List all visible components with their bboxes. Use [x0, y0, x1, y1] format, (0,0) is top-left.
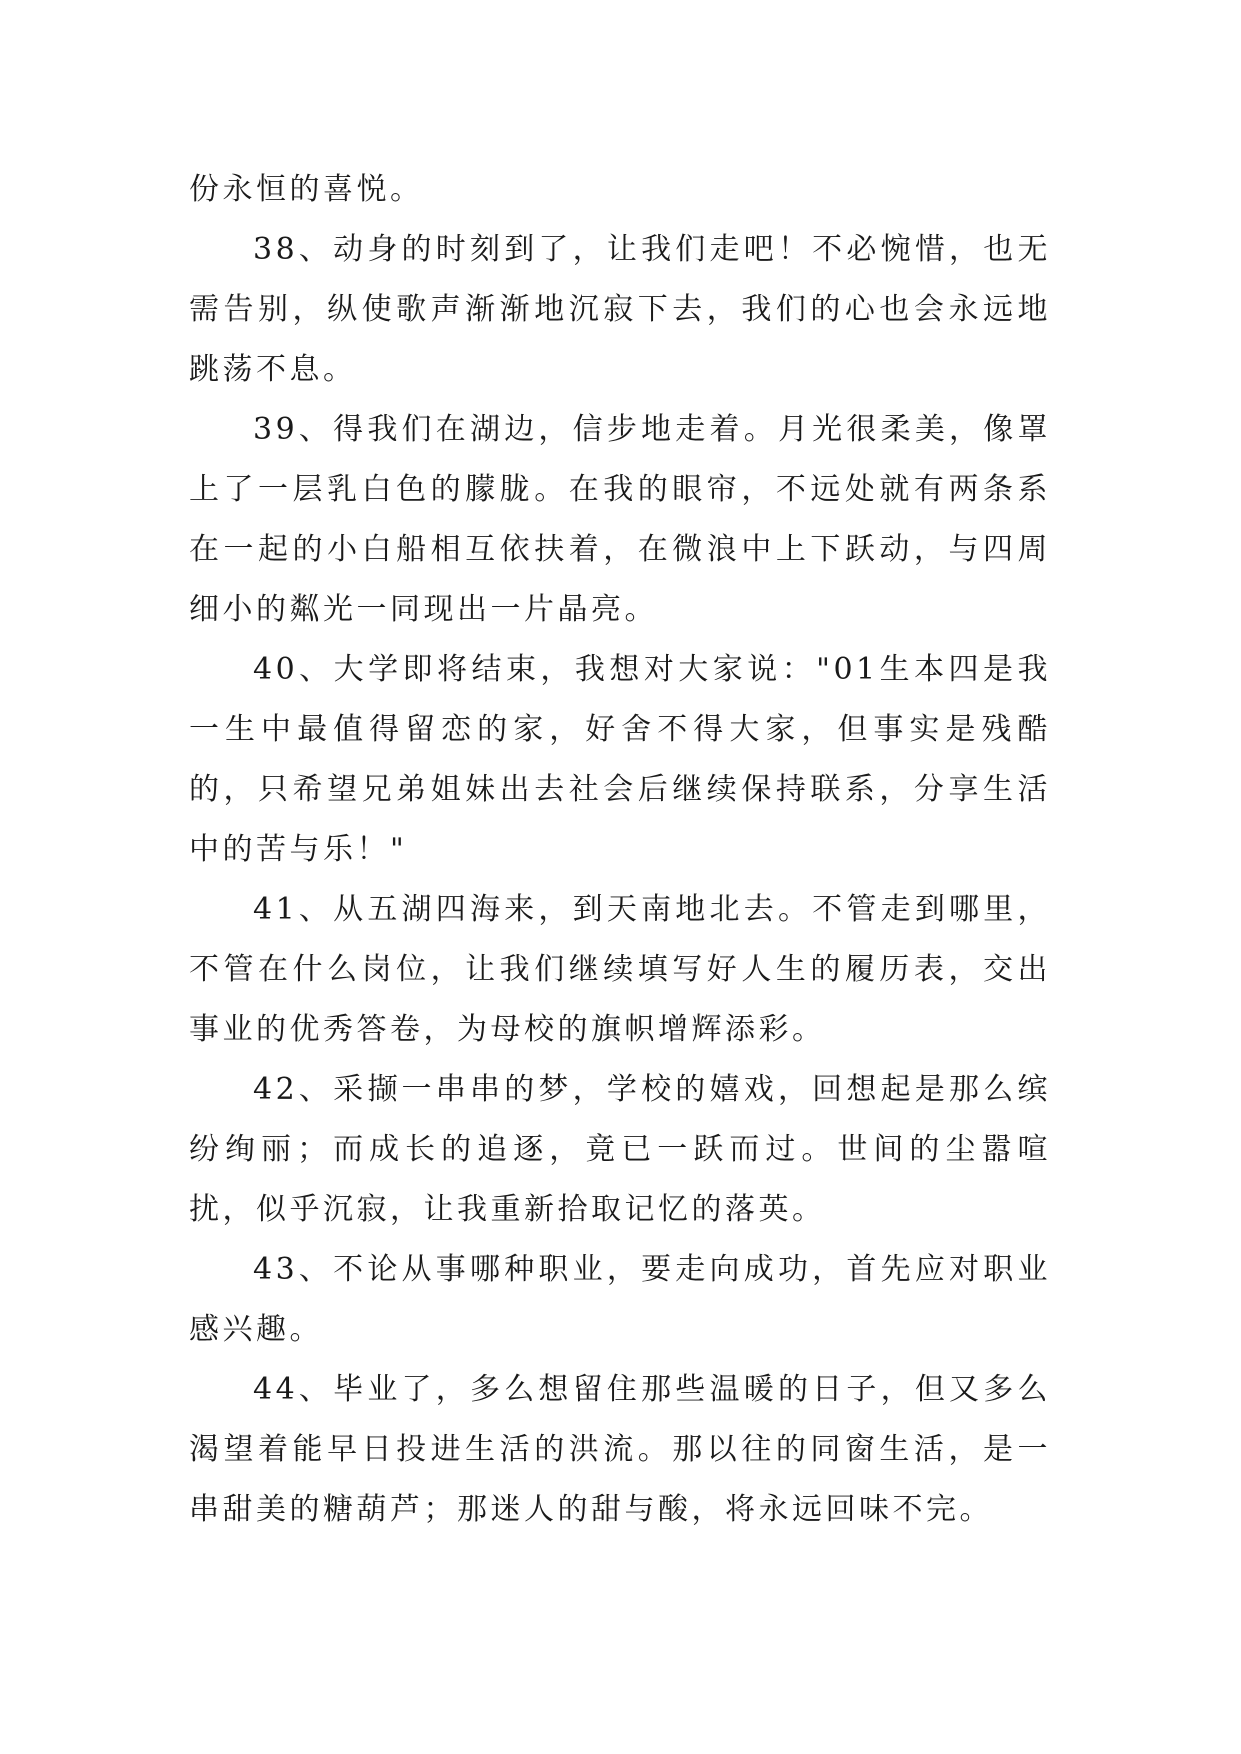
- paragraph-44: 44、毕业了，多么想留住那些温暖的日子，但又多么渴望着能早日投进生活的洪流。那以往的同窗生活，是一串甜美的糖葫芦；那迷人的甜与酸，将永远回味不完。: [189, 1372, 1051, 1527]
- paragraph-38: 38、动身的时刻到了，让我们走吧！不必惋惜，也无需告别，纵使歌声渐渐地沉寂下去，我们的心也会永远地跳荡不息。: [189, 232, 1051, 387]
- paragraph-42: 42、采撷一串串的梦，学校的嬉戏，回想起是那么缤纷绚丽；而成长的追逐，竟已一跃而过。世间的尘嚣喧扰，似乎沉寂，让我重新拾取记忆的落英。: [189, 1072, 1051, 1227]
- paragraph-41: 41、从五湖四海来，到天南地北去。不管走到哪里，不管在什么岗位，让我们继续填写好人生的履历表，交出事业的优秀答卷，为母校的旗帜增辉添彩。: [189, 892, 1051, 1047]
- document-body: [189, 160, 1051, 1540]
- paragraph-43: 43、不论从事哪种职业，要走向成功，首先应对职业感兴趣。: [189, 1252, 1051, 1347]
- paragraph-39: 39、得我们在湖边，信步地走着。月光很柔美，像罩上了一层乳白色的朦胧。在我的眼帘，不远处就有两条系在一起的小白船相互依扶着，在微浪中上下跃动，与四周细小的粼光一同现出一片晶亮。: [189, 412, 1051, 627]
- paragraph-40: 40、大学即将结束，我想对大家说："01生本四是我一生中最值得留恋的家，好舍不得大家，但事实是残酷的，只希望兄弟姐妹出去社会后继续保持联系，分享生活中的苦与乐！": [189, 652, 1051, 867]
- paragraph-continuation: 份永恒的喜悦。: [189, 172, 424, 207]
